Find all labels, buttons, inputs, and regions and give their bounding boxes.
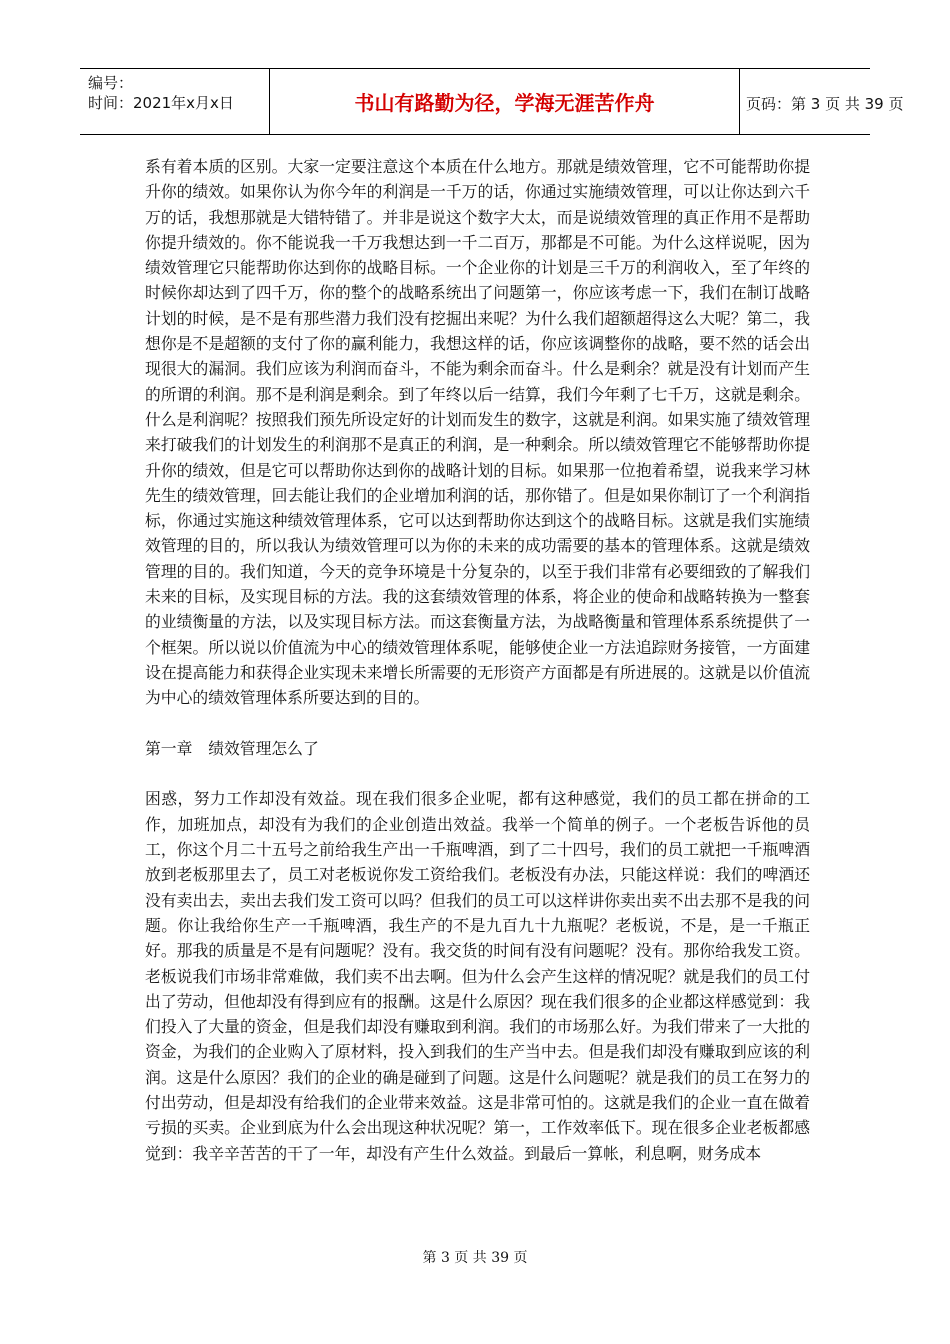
page-footer: 第 3 页 共 39 页 xyxy=(422,1250,528,1266)
page-info-label: 页码：第 3 页 共 39 页 xyxy=(746,95,904,113)
chapter-heading: 第一章 绩效管理怎么了 xyxy=(145,738,319,758)
paragraph-spacer xyxy=(145,711,810,736)
document-header xyxy=(80,68,904,135)
body-paragraph-1: 系有着本质的区别。大家一定要注意这个本质在什么地方。那就是绩效管理，它不可能帮助你提升你的绩效。如果你认为你今年的利润是一千万的话，你通过实施绩效管理，可以让你达到六千万的话，我想那就是大错特错了。并非是说这个数字大太，而是说绩效管理的真正作用不是帮助你提升绩效的。你不能说我一千万我想达到一千二百万，那都是不可能。为什么这样说呢，因为绩效管理它只能帮助你达到你的战略目标。一个企业你的计划是三千万的利润收入，至了年终的时候你却达到了四千万，你的整个的战略系统出了问题第一，你应该考虑一下，我们在制订战略计划的时候，是不是有那些潜力我们没有挖掘出来呢？为什么我们超额超得这么大呢？第二，我想你是不是超额的支付了你的赢利能力，我想这样的话，你应该调整你的战略，要不然的话会出现很大的漏洞。我们应该为利润而奋斗，不能为剩余而奋斗。什么是剩余？就是没有计划而产生的所谓的利润。那不是利润是剩余。到了年终以后一结算，我们今年剩了七千万，这就是剩余。什么是利润呢？按照我们预先所设定好的计划而发生的数字，这就是利润。如果实施了绩效管理来打破我们的计划发生的利润那不是真正的利润，是一种剩余。所以绩效管理它不能够帮助你提升你的绩效，但是它可以帮助你达到你的战略计划的目标。如果那一位抱着希望，说我来学习林先生的绩效管理，回去能让我们的企业增加利润的话，那你错了。但是如果你制订了一个利润指标，你通过实施这种绩效管理体系，它可以达到帮助你达到这个的战略目标。这就是我们实施绩效管理的目的，所以我认为绩效管理可以为你的未来的成功需要的基本的管理体系。这就是绩效管理的目的。我们知道，今天的竞争环境是十分复杂的，以至于我们非常有必要细致的了解我们未来的目标，及实现目标的方法。我的这套绩效管理的体系，将企业的使命和战略转换为一整套的业绩衡量的方法，以及实现目标方法。而这套衡量方法，为战略衡量和管理体系系统提供了一个框架。所以说以价值流为中心的绩效管理体系呢，能够使企业一方法追踪财务接管，一方面建设在提高能力和获得企业实现未来增长所需要的无形资产方面都是有所进展的。这就是以价值流为中心的绩效管理体系所要达到的目的。 xyxy=(145,157,810,708)
paragraph-spacer xyxy=(145,761,810,786)
body-paragraph-2: 困惑，努力工作却没有效益。现在我们很多企业呢，都有这种感觉，我们的员工都在拼命的工作，加班加点，却没有为我们的企业创造出效益。我举一个简单的例子。一个老板告诉他的员工，你这个月二十五号之前给我生产出一千瓶啤酒，到了二十四号，我们的员工就把一千瓶啤酒放到老板那里去了，员工对老板说你发工资给我们。老板没有办法，只能这样说：我们的啤酒还没有卖出去，卖出去我们发工资可以吗？但我们的员工可以这样讲你卖出卖不出去那不是我的问题。你让我给你生产一千瓶啤酒，我生产的不是九百九十九瓶呢？老板说，不是，是一千瓶正好。那我的质量是不是有问题呢？没有。我交货的时间有没有问题呢？没有。那你给我发工资。老板说我们市场非常难做，我们卖不出去啊。但为什么会产生这样的情况呢？就是我们的员工付出了劳动，但他却没有得到应有的报酬。这是什么原因？现在我们很多的企业都这样感觉到：我们投入了大量的资金，但是我们却没有赚取到利润。我们的市场那么好。为我们带来了一大批的资金，为我们的企业购入了原材料，投入到我们的生产当中去。但是我们却没有赚取到应该的利润。这是什么原因？我们的企业的确是碰到了问题。这是什么问题呢？就是我们的员工在努力的付出劳动，但是却没有给我们的企业带来效益。这是非常可怕的。这就是我们的企业一直在做着亏损的买卖。企业到底为什么会出现这种状况呢？第一，工作效率低下。现在很多企业老板都感觉到：我辛辛苦苦的干了一年，却没有产生什么效益。到最后一算帐，利息啊，财务成本 xyxy=(145,789,810,1163)
motto-text: 书山有路勤为径，学海无涯苦作舟 xyxy=(354,91,655,115)
header-left-cell xyxy=(80,69,270,134)
date-label: 时间：2021年x月x日 xyxy=(88,94,234,112)
header-right-cell xyxy=(740,69,904,134)
header-middle-cell xyxy=(270,69,740,134)
document-body xyxy=(145,154,810,1166)
serial-number-label: 编号： xyxy=(88,74,134,92)
